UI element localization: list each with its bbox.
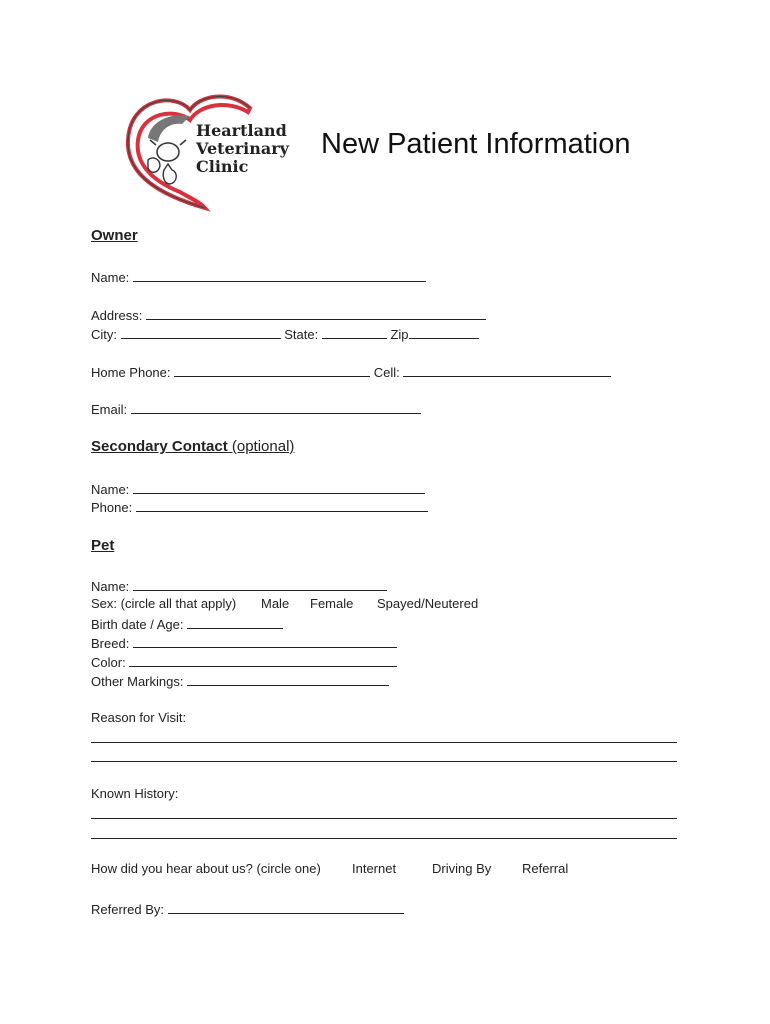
secondary-phone-field[interactable] — [136, 498, 428, 512]
owner-zip-field[interactable] — [409, 325, 479, 339]
sex-option-spayed-neutered[interactable]: Spayed/Neutered — [377, 596, 479, 611]
owner-city-field[interactable] — [121, 325, 281, 339]
owner-email-label: Email: — [91, 402, 128, 417]
owner-email-field[interactable] — [131, 400, 421, 414]
reason-line-2[interactable] — [91, 761, 677, 762]
history-line-1[interactable] — [91, 818, 677, 819]
logo-line2: Veterinary — [196, 139, 289, 158]
history-line-2[interactable] — [91, 838, 677, 839]
hear-option-internet[interactable]: Internet — [352, 861, 397, 876]
referred-field[interactable] — [168, 900, 404, 914]
pet-birth-label: Birth date / Age: — [91, 617, 184, 632]
pet-birth-field[interactable] — [187, 615, 283, 629]
owner-home-phone-field[interactable] — [174, 363, 370, 377]
secondary-name-label: Name: — [91, 482, 130, 497]
owner-state-label: State: — [284, 327, 319, 342]
pet-color-field[interactable] — [129, 653, 397, 667]
owner-name-label: Name: — [91, 270, 130, 285]
secondary-heading-text: Secondary Contact — [91, 438, 228, 455]
reason-line-1[interactable] — [91, 742, 677, 743]
logo-line3: Clinic — [196, 157, 249, 176]
hear-label: How did you hear about us? (circle one) — [91, 861, 321, 876]
secondary-name-field[interactable] — [133, 480, 425, 494]
pet-heading: Pet — [91, 537, 115, 554]
referred-label: Referred By: — [91, 902, 164, 917]
history-label: Known History: — [91, 786, 179, 801]
pet-markings-label: Other Markings: — [91, 674, 184, 689]
owner-cell-field[interactable] — [403, 363, 611, 377]
hear-option-driving-by[interactable]: Driving By — [432, 861, 492, 876]
reason-label: Reason for Visit: — [91, 710, 187, 725]
logo-line1: Heartland — [196, 121, 287, 140]
hear-option-referral[interactable]: Referral — [522, 861, 569, 876]
owner-name-field[interactable] — [133, 268, 426, 282]
sex-option-male[interactable]: Male — [261, 596, 290, 611]
secondary-phone-label: Phone: — [91, 500, 133, 515]
pet-sex-label: Sex: (circle all that apply) — [91, 596, 237, 611]
pet-breed-field[interactable] — [133, 634, 397, 648]
owner-zip-label: Zip — [390, 327, 409, 342]
pet-breed-label: Breed: — [91, 636, 130, 651]
pet-markings-field[interactable] — [187, 672, 389, 686]
pet-name-label: Name: — [91, 579, 130, 594]
owner-home-phone-label: Home Phone: — [91, 365, 171, 380]
cat-icon — [163, 164, 176, 184]
sex-option-female[interactable]: Female — [310, 596, 354, 611]
pet-name-field[interactable] — [133, 577, 387, 591]
pet-color-label: Color: — [91, 655, 126, 670]
owner-address-field[interactable] — [146, 306, 486, 320]
owner-heading: Owner — [91, 227, 138, 244]
owner-address-label: Address: — [91, 308, 143, 323]
owner-city-label: City: — [91, 327, 117, 342]
clinic-logo — [120, 90, 289, 212]
secondary-heading — [91, 438, 294, 455]
dog-icon — [148, 158, 160, 172]
page-title: New Patient Information — [321, 128, 631, 160]
owner-cell-label: Cell: — [373, 365, 400, 380]
owner-state-field[interactable] — [322, 325, 387, 339]
secondary-optional-text: (optional) — [231, 438, 295, 455]
